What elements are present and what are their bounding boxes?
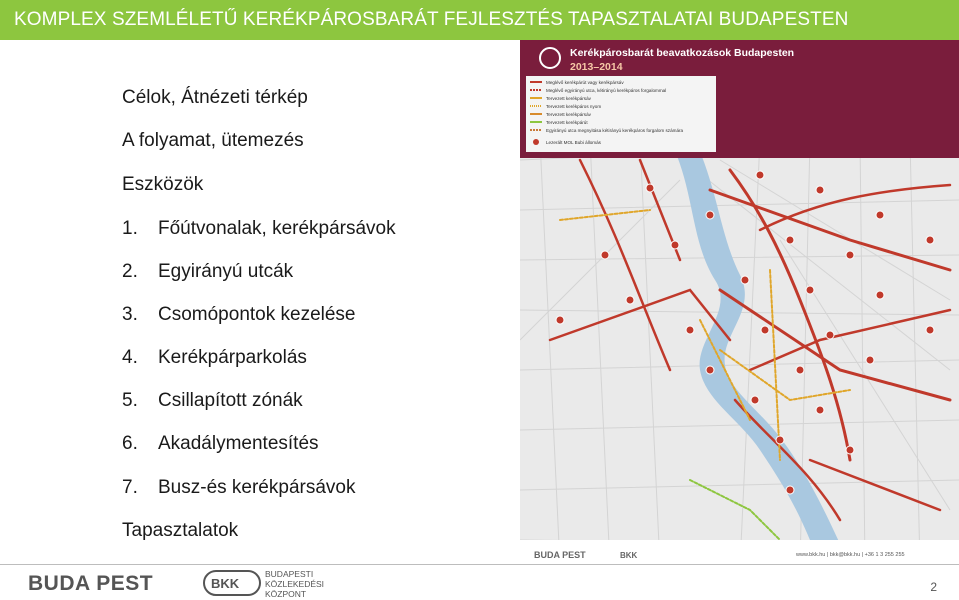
agenda-tools: Eszközök	[122, 174, 204, 195]
slide-footer	[0, 566, 959, 600]
bike-map-image	[520, 40, 959, 566]
agenda-item	[122, 477, 355, 499]
agenda-experiences: Tapasztalatok	[122, 520, 239, 541]
agenda-item-label: Csillapított zónák	[158, 390, 303, 411]
bkk-logo-text: BKK	[211, 576, 240, 591]
map-footer-contact: www.bkk.hu | bkk@bkk.hu | +36 1 3 255 255	[796, 552, 905, 558]
legend-entry: Tervezett kerékpársáv	[546, 96, 591, 101]
title-bar	[0, 0, 959, 40]
legend-entry: Meglévő egyirányú utca, kétirányú kerékpáros forgalommal	[546, 88, 667, 93]
budapest-logo: BUDA PEST	[28, 572, 154, 595]
agenda-item	[122, 261, 293, 283]
map-footer-buda-logo: BUDA PEST	[534, 550, 586, 560]
page-number: 2	[930, 580, 937, 594]
legend-entry: Meglévő kerékpárút vagy kerékpársáv	[546, 80, 624, 85]
bkk-name-line: KÖZPONT	[265, 589, 307, 599]
bike-map-svg	[520, 40, 959, 566]
agenda-item-label: Egyirányú utcák	[158, 261, 294, 282]
agenda-item	[122, 347, 307, 369]
bkk-name-line: KÖZLEKEDÉSI	[265, 579, 325, 589]
agenda-item-label: Kerékpárparkolás	[158, 347, 307, 368]
agenda-item	[122, 218, 396, 240]
legend-entry: Tervezett kerékpáros nyom	[546, 104, 602, 109]
map-subtitle: 2013–2014	[570, 61, 623, 73]
agenda-process: A folyamat, ütemezés	[122, 130, 304, 151]
legend-entry: Lezerált MOL Bubi állomás	[546, 140, 601, 145]
bkk-name-line: BUDAPESTI	[265, 569, 314, 579]
agenda-item-number: 7.	[122, 477, 138, 498]
agenda-item-number: 3.	[122, 304, 138, 325]
map-footer-bkk-logo: BKK	[620, 551, 638, 560]
agenda-item-label: Csomópontok kezelése	[158, 304, 356, 325]
agenda-item-number: 6.	[122, 433, 138, 454]
agenda-item	[122, 433, 319, 455]
agenda-item-number: 5.	[122, 390, 138, 411]
legend-entry: Egyirányú utca megnyitása kétirányú kerékpáros forgalom számára	[546, 128, 684, 133]
legend-entry: Tervezett kerékpárút	[546, 120, 588, 125]
slide-title: KOMPLEX SZEMLÉLETŰ KERÉKPÁROSBARÁT FEJLESZTÉS TAPASZTALATAI BUDAPESTEN	[14, 9, 849, 30]
agenda-item-number: 1.	[122, 218, 138, 239]
agenda-item	[122, 390, 303, 412]
map-title: Kerékpárosbarát beavatkozások Budapesten	[570, 47, 795, 59]
agenda-item	[122, 304, 356, 326]
agenda-item-label: Akadálymentesítés	[158, 433, 319, 454]
agenda-item-label: Busz-és kerékpársávok	[158, 477, 356, 498]
agenda-item-label: Főútvonalak, kerékpársávok	[158, 218, 396, 239]
bkk-name	[265, 569, 324, 599]
footer-divider	[0, 564, 959, 565]
bkk-logo-icon	[203, 569, 261, 597]
agenda-goals: Célok, Átnézeti térkép	[122, 87, 308, 108]
agenda-item-number: 2.	[122, 261, 138, 282]
legend-entry: Tervezett kerékpársáv	[546, 112, 591, 117]
agenda-item-number: 4.	[122, 347, 138, 368]
